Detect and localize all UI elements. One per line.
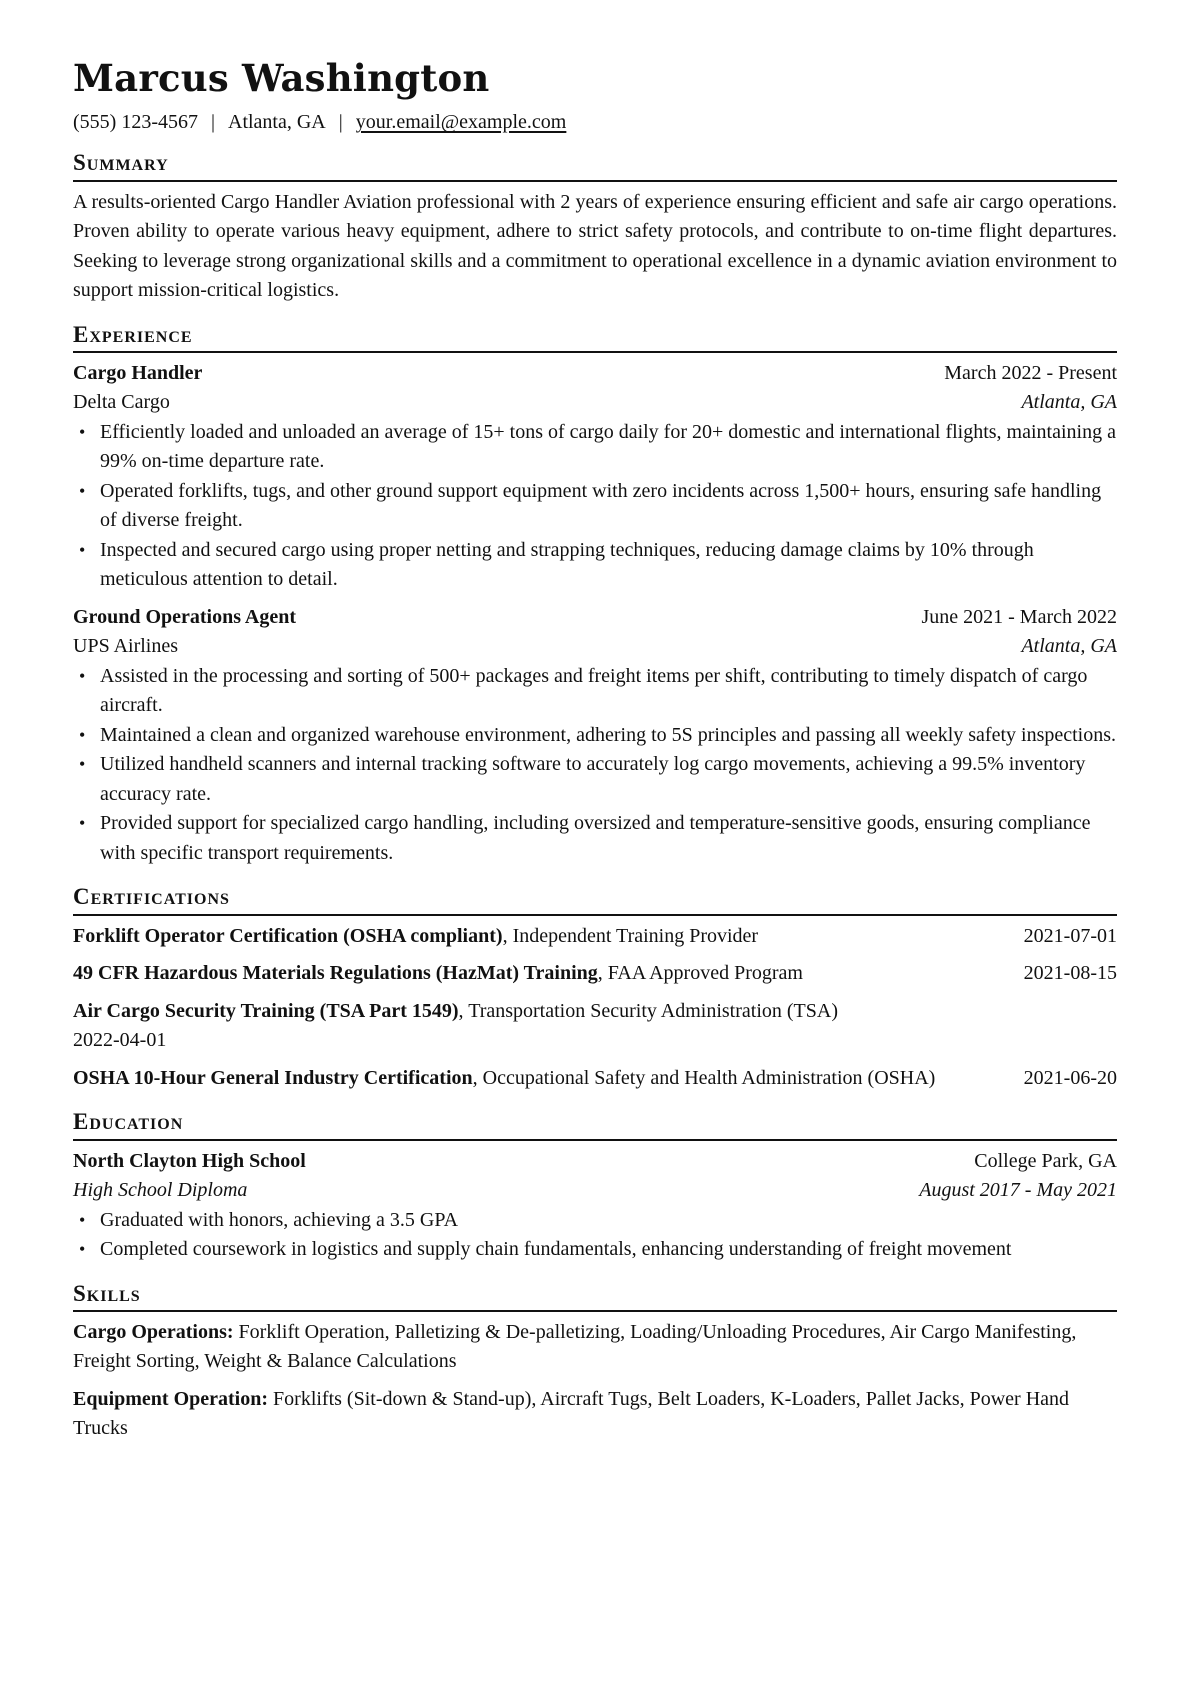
education-section — [73, 1109, 1117, 1264]
job-location: Atlanta, GA — [1021, 391, 1117, 414]
bullet-item: • Assisted in the processing and sorting of 500+ packages and freight items per shift, contributing to timely dispatch of cargo aircraft. — [73, 662, 1117, 721]
section-title-certifications: Certifications — [73, 884, 1117, 915]
bullet-item: • Utilized handheld scanners and internal tracking software to accurately log cargo movements, achieving a 99.5% inventory accuracy rate. — [73, 750, 1117, 809]
job-company: Delta Cargo — [73, 391, 170, 414]
section-title-skills: Skills — [73, 1281, 1117, 1312]
skill-group-items: Forklifts (Sit-down & Stand-up), Aircraft Tugs, Belt Loaders, K-Loaders, Pallet Jacks, Power Hand Trucks — [73, 1387, 1070, 1440]
job-entry — [73, 603, 1117, 869]
bullet-item: • Graduated with honors, achieving a 3.5 GPA — [73, 1206, 1117, 1236]
experience-section — [73, 322, 1117, 869]
cert-date: 2021-07-01 — [1023, 924, 1117, 947]
education-entry — [73, 1147, 1117, 1265]
candidate-name: Marcus Washington — [73, 56, 490, 100]
job-company: UPS Airlines — [73, 635, 179, 658]
summary-text: A results-oriented Cargo Handler Aviation professional with 2 years of experience ensuring efficient and safe air cargo operations. Proven ability to operate various heavy equipment, adhere to strict safety protocols, and contribute to on-time flight departures. Seeking to leverage strong organizational skills and a commitment to operational excellence in a dynamic aviation environment to support mission-critical logistics. — [73, 190, 1117, 302]
certification-item: 49 CFR Hazardous Materials Regulations (HazMat) Training, FAA Approved Program 2021-08-15 — [73, 959, 1117, 989]
education-bullets — [73, 1206, 1117, 1265]
school-location: College Park, GA — [974, 1149, 1117, 1172]
cert-name: Forklift Operator Certification (OSHA compliant) — [73, 924, 503, 947]
section-title-experience: Experience — [73, 322, 1117, 353]
degree: High School Diploma — [73, 1179, 248, 1202]
phone: (555) 123-4567 — [73, 111, 198, 134]
bullet-item: • Operated forklifts, tugs, and other ground support equipment with zero incidents across 1,500+ hours, ensuring safe handling of diverse freight. — [73, 477, 1117, 536]
job-dates: June 2021 - March 2022 — [921, 605, 1117, 628]
job-role: Cargo Handler — [73, 361, 203, 384]
cert-date: 2021-06-20 — [1023, 1066, 1117, 1089]
cert-issuer: Transportation Security Administration (TSA) — [468, 999, 838, 1022]
certifications-section — [73, 884, 1117, 1093]
bullet-item: • Provided support for specialized cargo handling, including oversized and temperature-sensitive goods, ensuring compliance with specific transport requirements. — [73, 809, 1117, 868]
education-dates: August 2017 - May 2021 — [919, 1179, 1117, 1202]
job-dates: March 2022 - Present — [944, 361, 1117, 384]
skill-group-label: Equipment Operation: — [73, 1387, 269, 1410]
job-location: Atlanta, GA — [1021, 635, 1117, 658]
school-name: North Clayton High School — [73, 1149, 306, 1172]
skills-section — [73, 1281, 1117, 1444]
cert-date: 2021-08-15 — [1023, 962, 1117, 985]
job-bullets — [73, 418, 1117, 595]
bullet-item: • Completed coursework in logistics and supply chain fundamentals, enhancing understanding of freight movement — [73, 1235, 1117, 1265]
separator: | — [338, 111, 343, 134]
bullet-item: • Inspected and secured cargo using proper netting and strapping techniques, reducing damage claims by 10% through meticulous attention to detail. — [73, 536, 1117, 595]
section-title-summary: Summary — [73, 150, 1117, 181]
job-bullets — [73, 662, 1117, 869]
location: Atlanta, GA — [228, 111, 326, 134]
cert-name: OSHA 10-Hour General Industry Certification — [73, 1066, 473, 1089]
cert-date: 2022-04-01 — [73, 1029, 167, 1052]
job-role: Ground Operations Agent — [73, 605, 296, 628]
summary-section — [73, 150, 1117, 305]
email-link[interactable]: your.email@example.com — [355, 111, 567, 134]
certification-item: Forklift Operator Certification (OSHA compliant), Independent Training Provider 2021-07-01 — [73, 922, 1117, 952]
contact-line — [73, 110, 1117, 134]
skill-group-label: Cargo Operations: — [73, 1320, 234, 1343]
skill-group-items: Forklift Operation, Palletizing & De-palletizing, Loading/Unloading Procedures, Air Cargo Manifesting, Freight Sorting, Weight & Balance Calculations — [73, 1320, 1077, 1373]
certification-item: OSHA 10-Hour General Industry Certification, Occupational Safety and Health Administration (OSHA) 2021-06-20 — [73, 1064, 1117, 1094]
certification-item: Air Cargo Security Training (TSA Part 1549), Transportation Security Administration (TSA) 2022-04-01 — [73, 999, 838, 1052]
skill-group — [73, 1318, 1117, 1377]
job-entry — [73, 359, 1117, 595]
bullet-item: • Efficiently loaded and unloaded an average of 15+ tons of cargo daily for 20+ domestic and international flights, maintaining a 99% on-time departure rate. — [73, 418, 1117, 477]
cert-name: Air Cargo Security Training (TSA Part 1549) — [73, 999, 459, 1022]
cert-issuer: Independent Training Provider — [512, 924, 759, 947]
bullet-item: • Maintained a clean and organized warehouse environment, adhering to 5S principles and passing all weekly safety inspections. — [73, 721, 1117, 751]
skill-group — [73, 1385, 1117, 1444]
cert-issuer: Occupational Safety and Health Administration (OSHA) — [482, 1066, 936, 1089]
section-title-education: Education — [73, 1109, 1117, 1140]
separator: | — [210, 111, 215, 134]
cert-issuer: FAA Approved Program — [607, 962, 803, 985]
cert-name: 49 CFR Hazardous Materials Regulations (HazMat) Training — [73, 962, 598, 985]
